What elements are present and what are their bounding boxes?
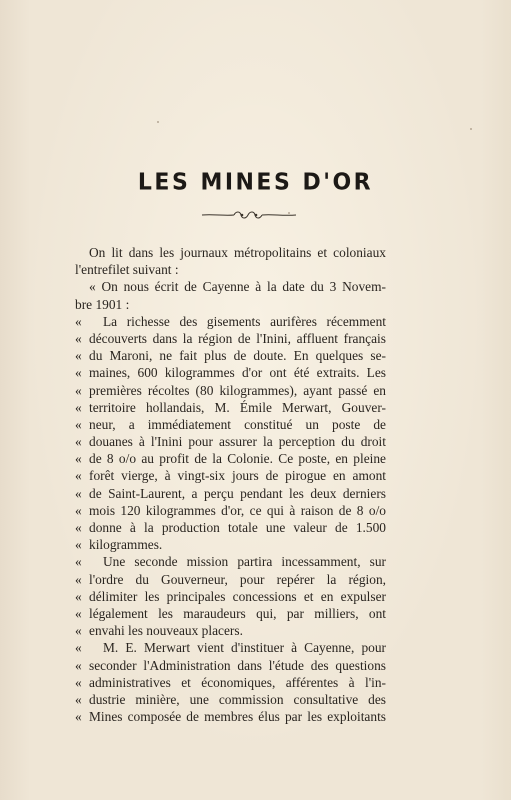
- line-text: l'entrefilet suivant :: [75, 262, 179, 278]
- text-line: [75, 296, 386, 313]
- text-line: [75, 571, 386, 588]
- line-text: maines, 600 kilogrammes d'or ont été extraits. Les: [89, 365, 386, 381]
- line-text: La richesse des gisements aurifères récemment: [103, 313, 386, 329]
- text-line: [75, 278, 386, 295]
- quote-mark: «: [75, 588, 82, 604]
- quote-mark: «: [75, 605, 82, 621]
- line-text: découverts dans la région de l'Inini, affluent français: [89, 330, 386, 346]
- line-text: du Maroni, ne fait plus de doute. En quelques se-: [89, 348, 386, 364]
- text-line: [75, 553, 386, 570]
- text-line: [75, 433, 386, 450]
- line-text: On lit dans les journaux métropolitains et coloniaux: [89, 245, 386, 260]
- paper-speck: [157, 121, 159, 123]
- line-text: Une seconde mission partira incessamment, sur: [103, 554, 386, 570]
- quote-mark: «: [75, 537, 82, 553]
- text-line: [75, 399, 386, 416]
- quote-mark: «: [75, 520, 82, 535]
- quote-mark: «: [75, 399, 82, 415]
- quote-mark: «: [75, 468, 82, 484]
- line-text: mois 120 kilogrammes d'or, ce qui à raison de 8 o/o: [89, 502, 386, 518]
- quote-mark: «: [75, 691, 82, 707]
- text-line: [75, 502, 386, 519]
- text-line: [75, 674, 386, 691]
- text-line: [75, 382, 386, 399]
- line-text: Mines composée de membres élus par les exploitants: [89, 709, 386, 725]
- text-line: [75, 639, 386, 656]
- line-text: douanes à l'Inini pour assurer la perception du droit: [89, 434, 386, 450]
- line-text: administratives et économiques, afférentes à l'in-: [89, 674, 386, 690]
- quote-mark: «: [75, 571, 82, 587]
- quote-mark: «: [75, 502, 82, 518]
- quote-mark: «: [75, 382, 82, 398]
- line-text: dustrie minière, une commission consultative des: [89, 691, 386, 707]
- quote-mark: «: [75, 348, 82, 364]
- quote-mark: «: [75, 674, 82, 690]
- quote-mark: «: [75, 657, 82, 673]
- text-line: [75, 416, 386, 433]
- quote-mark: «: [75, 451, 82, 467]
- paper-speck: [470, 128, 472, 130]
- text-line: [75, 364, 386, 381]
- line-text: neur, a immédiatement constitué un poste de: [89, 416, 386, 432]
- text-line: [75, 347, 386, 364]
- line-text: délimiter les principales concessions et en expulser: [89, 588, 386, 604]
- line-text: l'ordre du Gouverneur, pour repérer la région,: [89, 571, 386, 587]
- quote-mark: «: [75, 330, 82, 346]
- quote-mark: «: [75, 365, 82, 381]
- line-text: de Saint-Laurent, a perçu pendant les deux derniers: [89, 485, 386, 501]
- line-text: légalement les maraudeurs qui, par milliers, ont: [89, 605, 386, 621]
- quote-mark: «: [75, 554, 82, 570]
- text-line: [75, 622, 386, 639]
- line-text: M. E. Merwart vient d'instituer à Cayenne, pour: [103, 640, 386, 656]
- text-line: [75, 519, 386, 536]
- text-line: [75, 605, 386, 622]
- quote-mark: «: [75, 313, 82, 329]
- quote-mark: «: [75, 640, 82, 656]
- text-line: [75, 708, 386, 725]
- text-line: [75, 330, 386, 347]
- line-text: seconder l'Administration dans l'étude des questions: [89, 657, 386, 673]
- line-text: bre 1901 :: [75, 296, 130, 312]
- line-text: forêt vierge, à vingt-six jours de pirogue en amont: [89, 468, 386, 484]
- line-text: « On nous écrit de Cayenne à la date du 3 Novem-: [89, 279, 386, 295]
- text-line: [75, 657, 386, 674]
- quote-mark: «: [75, 485, 82, 501]
- line-text: donne à la production totale une valeur de 1.500: [89, 520, 386, 535]
- text-line: [75, 536, 386, 553]
- text-line: [75, 450, 386, 467]
- ornament-divider: [200, 209, 300, 221]
- text-line: [75, 588, 386, 605]
- page-title: LES MINES D'OR: [137, 169, 374, 196]
- quote-mark: «: [75, 623, 82, 639]
- line-text: premières récoltes (80 kilogrammes), ayant passé en: [89, 382, 386, 398]
- text-line: [75, 313, 386, 330]
- quote-mark: «: [75, 709, 82, 725]
- article-body: [75, 244, 386, 725]
- line-text: de 8 o/o au profit de la Colonie. Ce poste, en pleine: [89, 451, 386, 467]
- line-text: envahi les nouveaux placers.: [89, 623, 243, 639]
- quote-mark: «: [75, 434, 82, 450]
- text-line: [75, 485, 386, 502]
- line-text: kilogrammes.: [89, 537, 163, 553]
- line-text: territoire hollandais, M. Émile Merwart, Gouver-: [89, 399, 386, 415]
- quote-mark: «: [75, 416, 82, 432]
- text-line: [75, 244, 386, 261]
- text-line: [75, 467, 386, 484]
- text-line: [75, 261, 386, 278]
- text-line: [75, 691, 386, 708]
